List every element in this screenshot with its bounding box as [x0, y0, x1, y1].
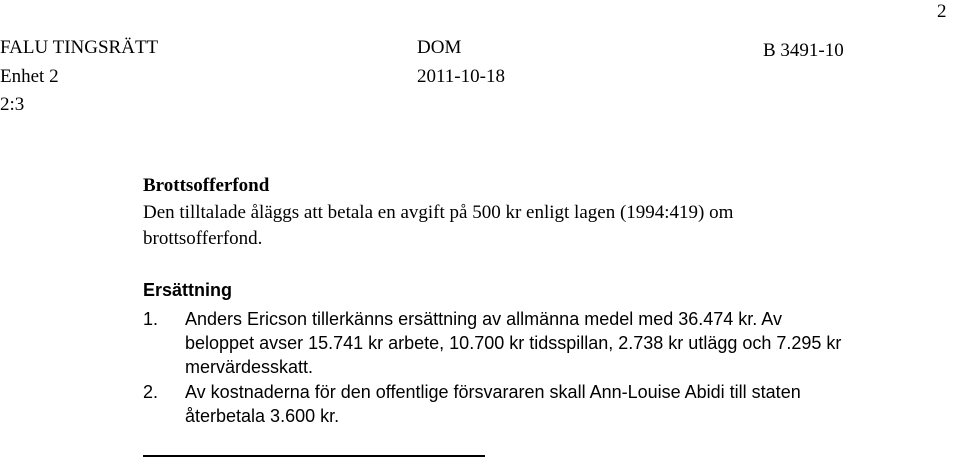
list-item-line: återbetala 3.600 kr. [185, 406, 340, 426]
paragraph-line: Den tilltalade åläggs att betala en avgift på 500 kr enligt lagen (1994:419) om [143, 202, 734, 223]
section-heading: Brottsofferfond [143, 175, 270, 196]
list-item-line: mervärdesskatt. [185, 357, 314, 377]
list-item-line: Anders Ericson tillerkänns ersättning av allmänna medel med 36.474 kr. Av [185, 309, 782, 329]
section-heading: Ersättning [143, 280, 233, 300]
court-name: FALU TINGSRÄTT [0, 37, 159, 58]
paragraph-line: brottsofferfond. [143, 228, 263, 249]
case-number: B 3491-10 [763, 40, 844, 61]
document-date: 2011-10-18 [417, 66, 505, 87]
court-subunit: 2:3 [0, 94, 25, 115]
page-number: 2 [937, 1, 947, 22]
list-item-number: 2. [143, 382, 159, 402]
list-item-line: beloppet avser 15.741 kr arbete, 10.700 kr tidsspillan, 2.738 kr utlägg och 7.295 kr [185, 333, 842, 353]
list-item-number: 1. [143, 309, 159, 329]
court-unit: Enhet 2 [0, 66, 59, 87]
list-item-line: Av kostnaderna för den offentlige försvararen skall Ann-Louise Abidi till staten [185, 382, 801, 402]
document-type: DOM [417, 37, 462, 58]
signature-rule [143, 455, 485, 457]
